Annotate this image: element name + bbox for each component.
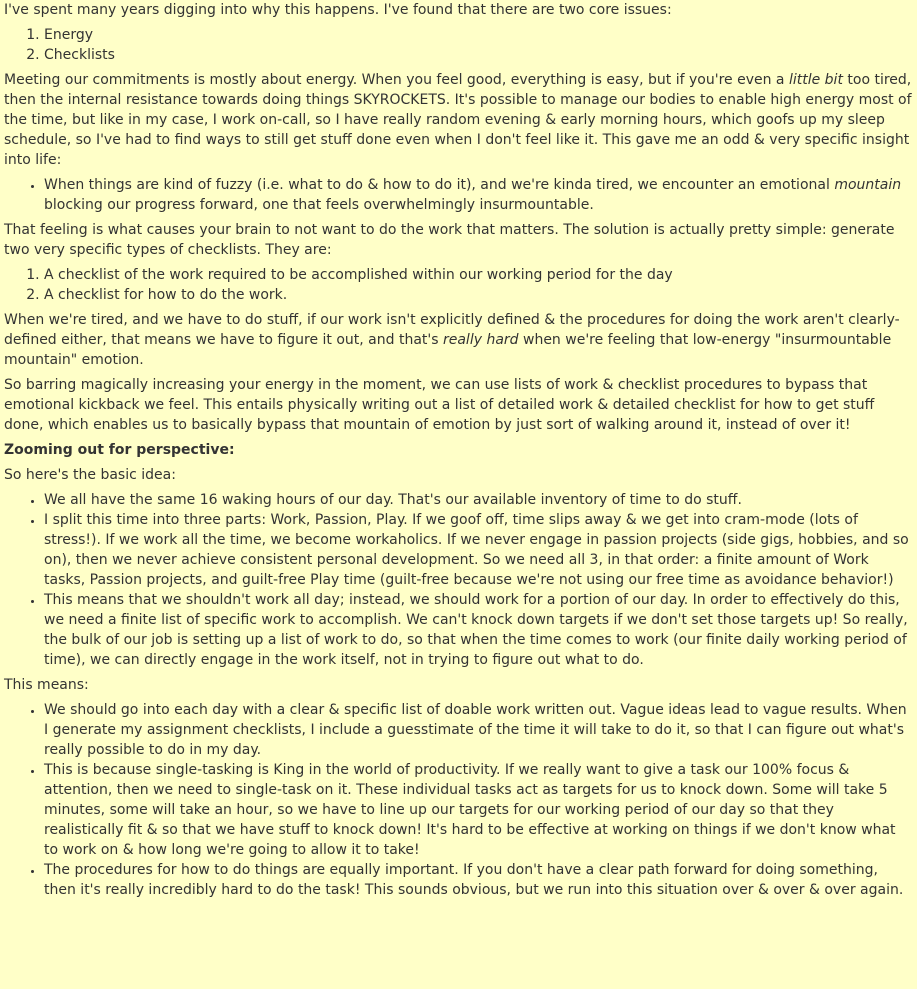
- energy-paragraph: [4, 70, 913, 170]
- feeling-paragraph: That feeling is what causes your brain to not want to do the work that matters. The solution is actually pretty simple: generate two very specific types of checklists. They are:: [4, 222, 895, 258]
- barring-paragraph: So barring magically increasing your energy in the moment, we can use lists of work & checklist procedures to bypass that emotional kickback we feel. This entails physically writing out a list of detailed work & detailed checklist for how to get stuff done, which enables us to basically bypass that mountain of emotion by just sort of walking around it, instead of over it!: [4, 377, 875, 433]
- text-span: blocking our progress forward, one that feels overwhelmingly insurmountable.: [44, 197, 594, 213]
- emphasis-text: really hard: [442, 332, 519, 348]
- core-issues-list: [4, 25, 913, 65]
- emphasis-text: little bit: [788, 72, 843, 88]
- text-span: Meeting our commitments is mostly about energy. When you feel good, everything is easy, but if you're even a: [4, 72, 789, 88]
- list-item: 2. Checklists: [44, 45, 913, 65]
- checklist-types-list: [4, 265, 913, 305]
- means-list: [4, 700, 913, 900]
- list-item: • We all have the same 16 waking hours of our day. That's our available inventory of time to do stuff.: [44, 490, 913, 510]
- list-item: • This means that we shouldn't work all day; instead, we should work for a portion of our day. In order to effectively do this, we need a finite list of specific work to accomplish. We can't knock down targets if we don't set those targets up! So really, the bulk of our job is setting up a list of work to do, so that when the time comes to work (our finite daily working period of time), we can directly engage in the work itself, not in trying to figure out what to do.: [44, 590, 913, 670]
- list-item: 1. A checklist of the work required to be accomplished within our working period for the day: [44, 265, 913, 285]
- idea-list: [4, 490, 913, 670]
- emphasis-text: mountain: [834, 177, 902, 193]
- list-item: 1. Energy: [44, 25, 913, 45]
- tired-paragraph: [4, 310, 913, 370]
- text-span: when we're feeling that low-energy "insurmountable mountain" emotion.: [4, 332, 892, 368]
- list-item: • The procedures for how to do things are equally important. If you don't have a clear path forward for doing something, then it's really incredibly hard to do the task! This sounds obvious, but we run into this situation over & over & over again.: [44, 860, 913, 900]
- section-heading: Zooming out for perspective:: [4, 442, 235, 458]
- text-span: When things are kind of fuzzy (i.e. what to do & how to do it), and we're kinda tired, we encounter an emotional: [44, 177, 835, 193]
- insight-list: [4, 175, 913, 215]
- this-means-paragraph: This means:: [4, 677, 89, 693]
- list-item: [44, 175, 913, 215]
- list-item: • I split this time into three parts: Work, Passion, Play. If we goof off, time slips away & we get into cram-mode (lots of stress!). If we work all the time, we become workaholics. If we never engage in passion projects (side gigs, hobbies, and so on), then we never achieve consistent personal development. So we need all 3, in that order: a finite amount of Work tasks, Passion projects, and guilt-free Play time (guilt-free because we're not using our free time as avoidance behavior!): [44, 510, 913, 590]
- list-item: • We should go into each day with a clear & specific list of doable work written out. Vague ideas lead to vague results. When I generate my assignment checklists, I include a guesstimate of the time it will take to do it, so that I can figure out what's really possible to do in my day.: [44, 700, 913, 760]
- basic-idea-paragraph: So here's the basic idea:: [4, 467, 176, 483]
- list-item: • This is because single-tasking is King in the world of productivity. If we really want to give a task our 100% focus & attention, then we need to single-task on it. These individual tasks act as targets for us to knock down. Some will take 5 minutes, some will take an hour, so we have to line up our targets for our working period of our day so that they realistically fit & so that we have stuff to knock down! It's hard to be effective at working on things if we don't know what to work on & how long we're going to allow it to take!: [44, 760, 913, 860]
- intro-paragraph: I've spent many years digging into why this happens. I've found that there are two core issues:: [4, 2, 672, 18]
- text-span: When we're tired, and we have to do stuff, if our work isn't explicitly defined & the procedures for doing the work aren't clearly-defined either, that means we have to figure it out, and that's: [4, 312, 900, 348]
- list-item: 2. A checklist for how to do the work.: [44, 285, 913, 305]
- text-span: too tired, then the internal resistance towards doing things SKYROCKETS. It's possible to manage our bodies to enable high energy most of the time, but like in my case, I work on-call, so I have really random evening & early morning hours, which goofs up my sleep schedule, so I've had to find ways to still get stuff done even when I don't feel like it. This gave me an odd & very specific insight into life:: [4, 72, 912, 168]
